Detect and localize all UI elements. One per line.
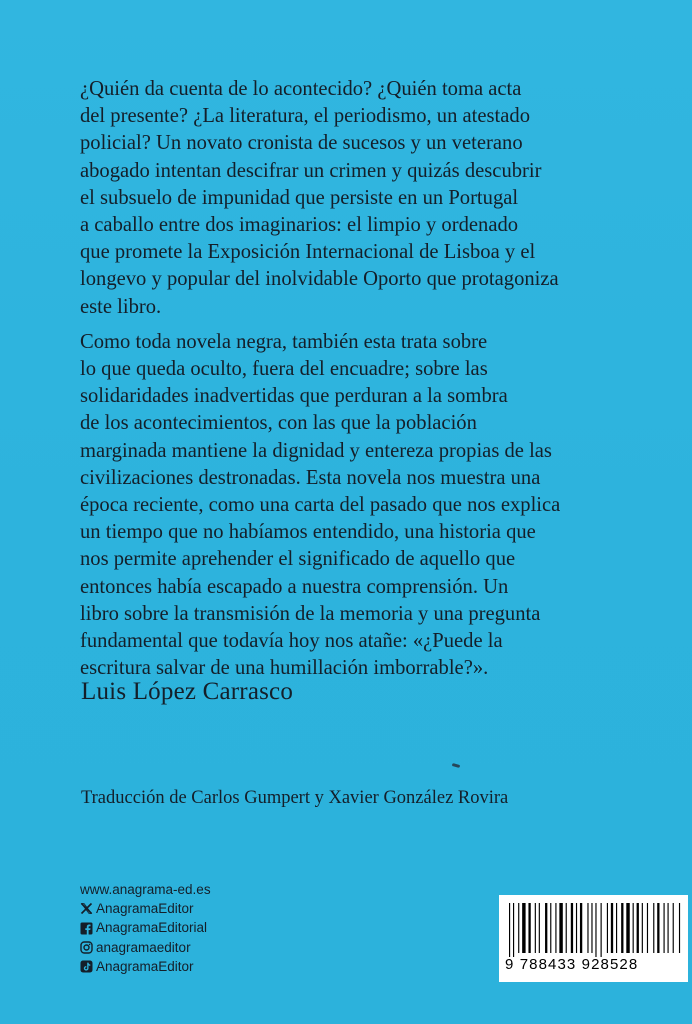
barcode-bar [679, 903, 680, 953]
barcode-bar [633, 903, 634, 953]
blurb-line: un tiempo que no habíamos entendido, una historia que [80, 521, 536, 544]
barcode-bar [576, 903, 577, 953]
barcode-bar [587, 903, 588, 953]
blurb-paragraph-1 [80, 76, 640, 321]
blurb-line: a caballo entre dos imaginarios: el limpio y ordenado [80, 214, 519, 237]
blurb-line: este libro. [80, 295, 162, 318]
isbn-number: 9 788433 928528 [505, 956, 639, 973]
facebook-handle: AnagramaEditorial [96, 920, 208, 936]
blurb-line: que promete la Exposición Internacional de Lisboa y el [80, 241, 536, 264]
barcode-bar [657, 903, 659, 953]
blurb-line: de los acontecimientos, con las que la población [80, 412, 477, 435]
instagram-handle: anagramaeditor [96, 939, 191, 955]
barcode-bar [545, 903, 547, 953]
blurb-line: el subsuelo de impunidad que persiste en un Portugal [80, 186, 519, 209]
instagram-link[interactable] [80, 938, 211, 957]
website-link[interactable] [80, 880, 211, 899]
blurb-line: entonces había escapado a nuestra comprensión. Un [80, 575, 509, 598]
print-speck [452, 763, 461, 768]
barcode-bar [637, 903, 639, 953]
blurb-line: lo que queda oculto, fuera del encuadre; sobre las [80, 358, 488, 381]
barcode-bar [673, 903, 674, 953]
barcode-bar [607, 903, 608, 953]
tiktok-link[interactable] [80, 957, 211, 976]
barcode-bar [595, 903, 596, 957]
barcode-bar [550, 903, 551, 953]
tiktok-icon [80, 960, 93, 973]
blurb-line: ¿Quién da cuenta de lo acontecido? ¿Quién toma acta [80, 78, 522, 100]
barcode-bar [616, 903, 617, 953]
x-link[interactable] [80, 899, 211, 918]
barcode-bar [647, 903, 648, 953]
blurb-line: fundamental que todavía hoy nos atañe: «¿Puede la [80, 630, 503, 653]
blurb-line: abogado intentan descifrar un crimen y quizás descubrir [80, 159, 542, 182]
social-links [80, 880, 211, 976]
barcode-bar [611, 903, 613, 953]
translation-credit: Traducción de Carlos Gumpert y Xavier González Rovira [81, 788, 509, 808]
barcode-bar [621, 903, 623, 953]
blurb-line: marginada mantiene la dignidad y entereza propias de las [80, 439, 552, 462]
facebook-link[interactable] [80, 918, 211, 937]
barcode-bar [668, 903, 669, 953]
barcode-bar [509, 903, 510, 957]
author-name: Luis López Carrasco [81, 678, 294, 705]
barcode-bar [566, 903, 567, 953]
barcode-bar [642, 903, 643, 953]
tiktok-handle: AnagramaEditor [96, 958, 194, 974]
instagram-icon [80, 941, 93, 954]
barcode-bar [664, 903, 665, 953]
barcode-bar [513, 903, 514, 957]
x-logo-icon [80, 902, 93, 915]
barcode-bar [626, 903, 629, 953]
blurb-line: longevo y popular del inolvidable Oporto que protagoniza [80, 268, 559, 291]
x-handle: AnagramaEditor [96, 901, 194, 917]
blurb [80, 76, 640, 690]
barcode-bar [591, 903, 592, 953]
barcode-bar [518, 903, 519, 953]
barcode-bar [601, 903, 602, 957]
blurb-line: civilizaciones destronadas. Esta novela nos muestra una [80, 466, 541, 489]
blurb-line: nos permite aprehender el significado de aquello que [80, 548, 516, 571]
barcode-bar [580, 903, 582, 953]
website-label: www.anagrama-ed.es [80, 882, 211, 897]
barcode-bar [539, 903, 540, 953]
blurb-line: policial? Un novato cronista de sucesos y un veterano [80, 132, 523, 155]
blurb-line: solidaridades inadvertidas que perduran a la sombra [80, 385, 508, 408]
barcode-bar [535, 903, 536, 953]
blurb-line: libro sobre la transmisión de la memoria y una pregunta [80, 602, 541, 625]
facebook-icon [80, 922, 93, 935]
barcode-bar [555, 903, 556, 953]
barcode-bar [559, 903, 562, 953]
blurb-line: época reciente, como una carta del pasado que nos explica [80, 494, 561, 517]
blurb-paragraph-2 [80, 329, 640, 683]
barcode-bar [528, 903, 530, 953]
barcode-bar [571, 903, 573, 953]
barcode-bar [653, 903, 654, 953]
isbn-barcode [499, 895, 688, 982]
barcode-bar [522, 903, 525, 953]
blurb-line: del presente? ¿La literatura, el periodismo, un atestado [80, 105, 531, 128]
blurb-line: Como toda novela negra, también esta trata sobre [80, 330, 488, 353]
blurb-line: escritura salvar de una humillación imborrable?». [80, 657, 489, 680]
